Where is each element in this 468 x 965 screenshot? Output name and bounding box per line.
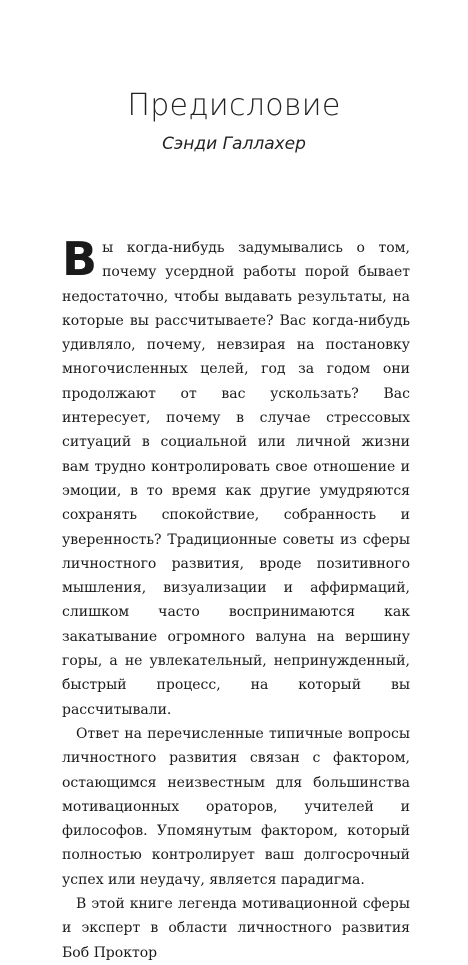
paragraph-1-text: ы когда-нибудь задумывались о том, почему усердной работы порой бывает недостаточно, чтобы выдавать результаты, на которые вы рассчитываете? Вас когда-нибудь удивляло, почему, невзирая на постановку многочисленных целей, год за годом они продолжают от вас ускользать? Вас интересует, почему в случае стрессовых ситуаций в социальной или личной жизни вам трудно контролировать свое отношение и эмоции, в то время как другие умудряются сохранять спокойствие, собранность и уверенность? Традиционные советы из сферы личностного развития, вроде позитивного мышления, визуализации и аффирмаций, слишком часто воспринимаются как закатывание огромного валуна на вершину горы, а не увлекательный, непринужденный, быстрый процесс, на который вы рассчитывали. — [62, 240, 410, 718]
body-text — [62, 232, 410, 965]
paragraph-2: Ответ на перечисленные типичные вопросы личностного развития связан с фактором, остающимся неизвестным для большинства мотивационных ораторов, учителей и философов. Упомянутым фактором, который полностью контролирует ваш долгосрочный успех или неудачу, является парадигма. — [62, 725, 410, 888]
paragraph-1 — [62, 232, 410, 722]
chapter-title: Предисловие — [127, 88, 341, 123]
drop-cap: В — [62, 232, 98, 286]
chapter-author: Сэнди Галлахер — [162, 134, 306, 154]
paragraph-3: В этой книге легенда мотивационной сферы и эксперт в области личностного развития Боб Проктор — [62, 896, 410, 961]
